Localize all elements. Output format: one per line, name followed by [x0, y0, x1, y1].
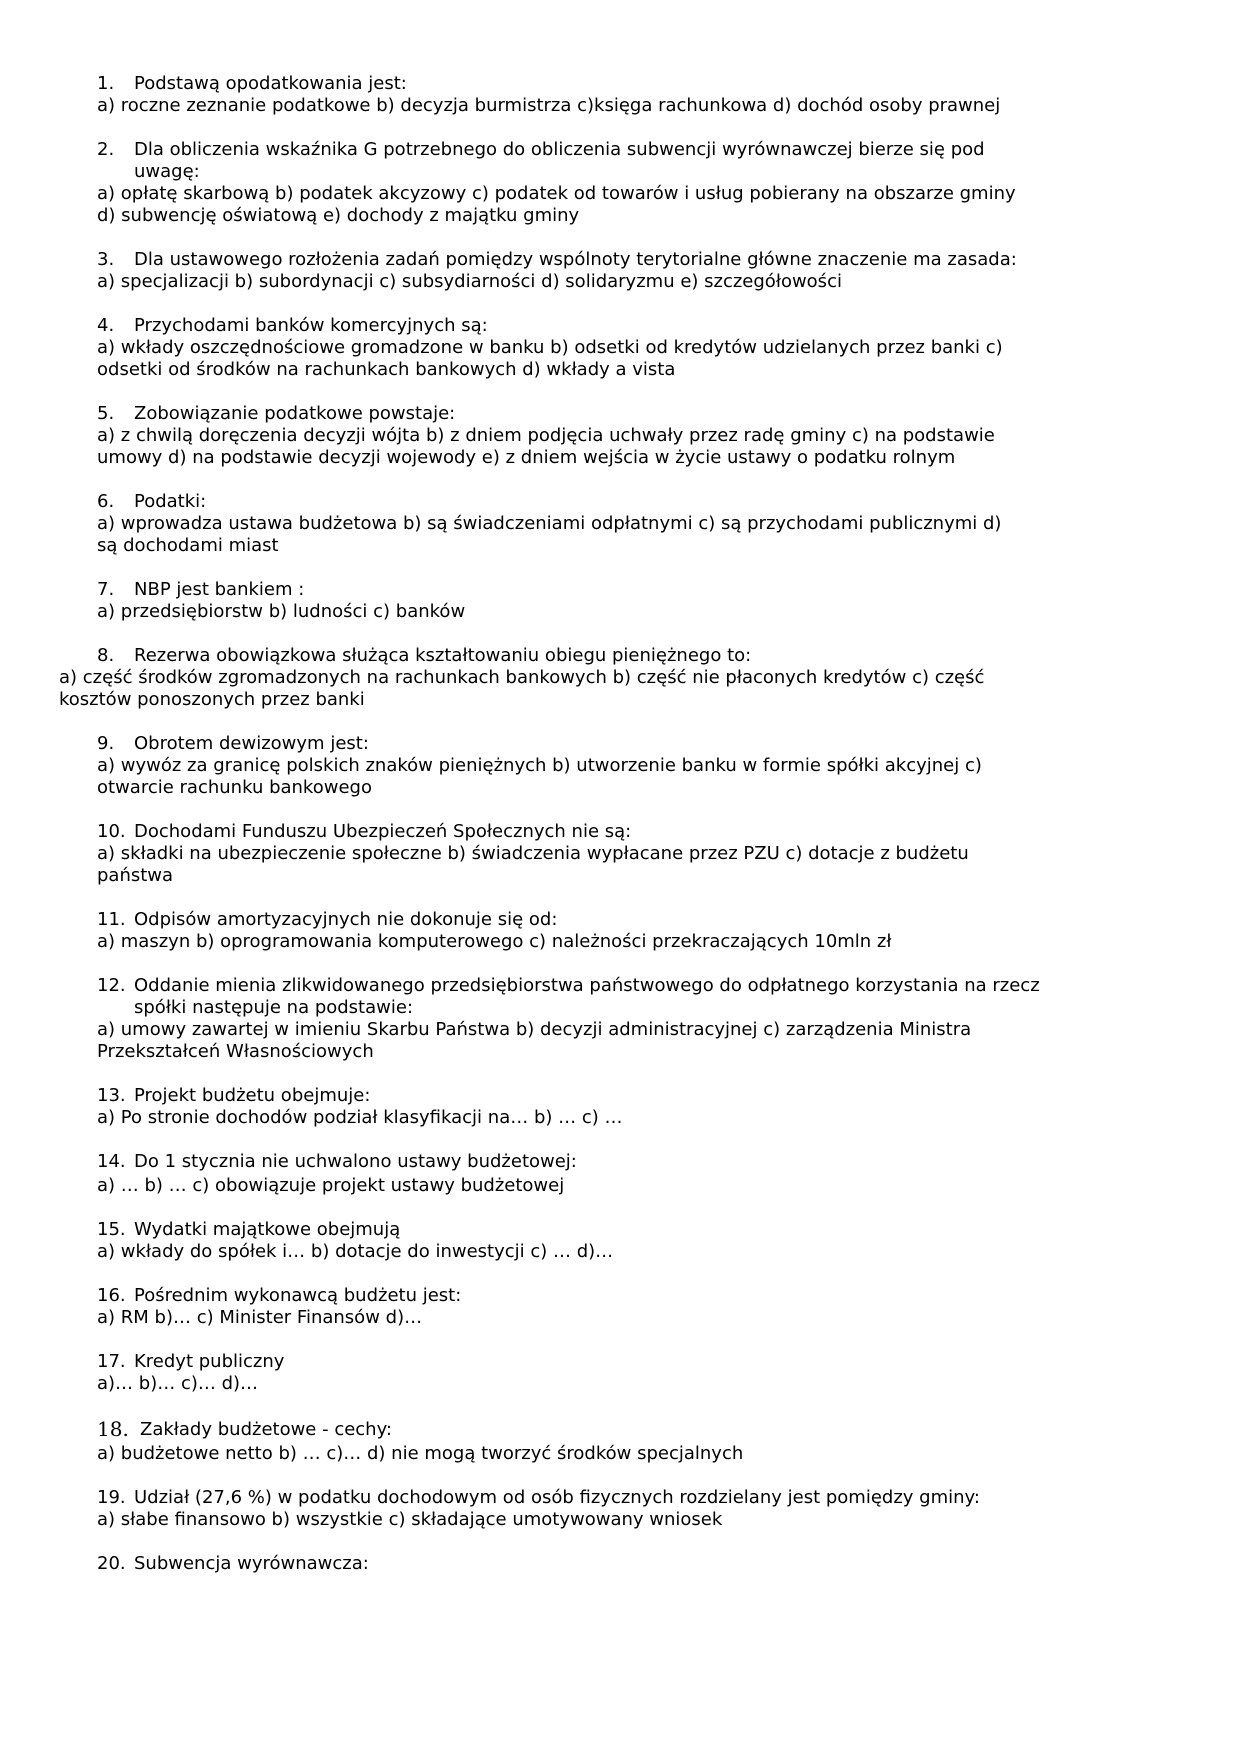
question-text: Dla ustawowego rozłożenia zadań pomiędzy wspólnoty terytorialne główne znaczenie ma zasada:	[134, 249, 1017, 270]
answer-line: a) budżetowe netto b) … c)… d) nie mogą tworzyć środków specjalnych	[97, 1443, 744, 1464]
answer-line: a) … b) … c) obowiązuje projekt ustawy budżetowej	[97, 1175, 565, 1196]
question-number: 6.	[97, 491, 115, 512]
answer-line: a) słabe finansowo b) wszystkie c) składające umotywowany wniosek	[97, 1509, 723, 1530]
question-text-continued: spółki następuje na podstawie:	[134, 997, 414, 1018]
question-number: 19.	[97, 1487, 126, 1508]
question-number: 12.	[97, 975, 126, 996]
question-text-continued: uwagę:	[134, 161, 200, 182]
question-number: 2.	[97, 139, 115, 160]
question-text: Do 1 stycznia nie uchwalono ustawy budżetowej:	[134, 1151, 577, 1172]
question-text: Udział (27,6 %) w podatku dochodowym od osób fizycznych rozdzielany jest pomiędzy gminy:	[134, 1487, 980, 1508]
answer-line: państwa	[97, 865, 174, 886]
question-text: Dochodami Funduszu Ubezpieczeń Społecznych nie są:	[134, 821, 632, 842]
answer-line: a) roczne zeznanie podatkowe b) decyzja burmistrza c)księga rachunkowa d) dochód osoby prawnej	[97, 95, 1001, 116]
question-text: Odpisów amortyzacyjnych nie dokonuje się od:	[134, 909, 558, 930]
question-text: Zobowiązanie podatkowe powstaje:	[134, 403, 456, 424]
answer-line: a) składki na ubezpieczenie społeczne b) świadczenia wypłacane przez PZU c) dotacje z budżetu	[97, 843, 969, 864]
question-number: 3.	[97, 249, 115, 270]
answer-line: a) Po stronie dochodów podział klasyfikacji na… b) … c) …	[97, 1107, 623, 1128]
answer-line: a) umowy zawartej w imieniu Skarbu Państwa b) decyzji administracyjnej c) zarządzenia Ministra	[97, 1019, 972, 1040]
question-number: 10.	[97, 821, 126, 842]
question-number: 15.	[97, 1219, 126, 1240]
question-text: Subwencja wyrównawcza:	[134, 1553, 369, 1574]
question-number: 8.	[97, 645, 115, 666]
question-text: Przychodami banków komercyjnych są:	[134, 315, 488, 336]
answer-line: a) z chwilą doręczenia decyzji wójta b) z dniem podjęcia uchwały przez radę gminy c) na podstawie	[97, 425, 995, 446]
question-number: 16.	[97, 1285, 126, 1306]
answer-line: a) przedsiębiorstw b) ludności c) banków	[97, 601, 466, 622]
question-number: 17.	[97, 1351, 126, 1372]
question-number: 9.	[97, 733, 115, 754]
question-text: NBP jest bankiem :	[134, 579, 305, 600]
answer-line: a) maszyn b) oprogramowania komputerowego c) należności przekraczających 10mln zł	[97, 931, 892, 952]
question-text: Podatki:	[134, 491, 207, 512]
answer-line: są dochodami miast	[97, 535, 279, 556]
answer-line: a)… b)… c)… d)…	[97, 1373, 259, 1394]
answer-line: kosztów ponoszonych przez banki	[59, 689, 365, 710]
question-number: 20.	[97, 1553, 126, 1574]
question-text: Wydatki majątkowe obejmują	[134, 1219, 401, 1240]
question-number: 14.	[97, 1151, 126, 1172]
question-text: Kredyt publiczny	[134, 1351, 285, 1372]
answer-line: a) wywóz za granicę polskich znaków pieniężnych b) utworzenie banku w formie spółki akcyjnej c)	[97, 755, 982, 776]
answer-line: odsetki od środków na rachunkach bankowych d) wkłady a vista	[97, 359, 676, 380]
question-number: 11.	[97, 909, 126, 930]
answer-line: Przekształceń Własnościowych	[97, 1041, 374, 1062]
question-text: Obrotem dewizowym jest:	[134, 733, 369, 754]
question-number: 1.	[97, 73, 115, 94]
question-text: Dla obliczenia wskaźnika G potrzebnego do obliczenia subwencji wyrównawczej bierze się pod	[134, 139, 985, 160]
question-number: 18.	[97, 1417, 129, 1441]
question-text: Oddanie mienia zlikwidowanego przedsiębiorstwa państwowego do odpłatnego korzystania na rzecz	[134, 975, 1040, 996]
question-number: 5.	[97, 403, 115, 424]
answer-line: a) RM b)… c) Minister Finansów d)…	[97, 1307, 423, 1328]
question-number: 13.	[97, 1085, 126, 1106]
answer-line: otwarcie rachunku bankowego	[97, 777, 372, 798]
question-text: Zakłady budżetowe - cechy:	[140, 1419, 392, 1440]
question-text: Pośrednim wykonawcą budżetu jest:	[134, 1285, 462, 1306]
answer-line: a) wprowadza ustawa budżetowa b) są świadczeniami odpłatnymi c) są przychodami publicznymi d)	[97, 513, 1002, 534]
answer-line: d) subwencję oświatową e) dochody z majątku gminy	[97, 205, 580, 226]
answer-line: umowy d) na podstawie decyzji wojewody e) z dniem wejścia w życie ustawy o podatku rolnym	[97, 447, 956, 468]
answer-line: a) część środków zgromadzonych na rachunkach bankowych b) część nie płaconych kredytów c) część	[59, 667, 985, 688]
question-text: Rezerwa obowiązkowa służąca kształtowaniu obiegu pieniężnego to:	[134, 645, 752, 666]
question-number: 4.	[97, 315, 115, 336]
answer-line: a) wkłady oszczędnościowe gromadzone w banku b) odsetki od kredytów udzielanych przez banki c)	[97, 337, 1003, 358]
question-text: Podstawą opodatkowania jest:	[134, 73, 407, 94]
question-number: 7.	[97, 579, 115, 600]
answer-line: a) wkłady do spółek i… b) dotacje do inwestycji c) … d)…	[97, 1241, 614, 1262]
answer-line: a) opłatę skarbową b) podatek akcyzowy c) podatek od towarów i usług pobierany na obszarze gminy	[97, 183, 1016, 204]
answer-line: a) specjalizacji b) subordynacji c) subsydiarności d) solidaryzmu e) szczegółowości	[97, 271, 842, 292]
question-text: Projekt budżetu obejmuje:	[134, 1085, 371, 1106]
